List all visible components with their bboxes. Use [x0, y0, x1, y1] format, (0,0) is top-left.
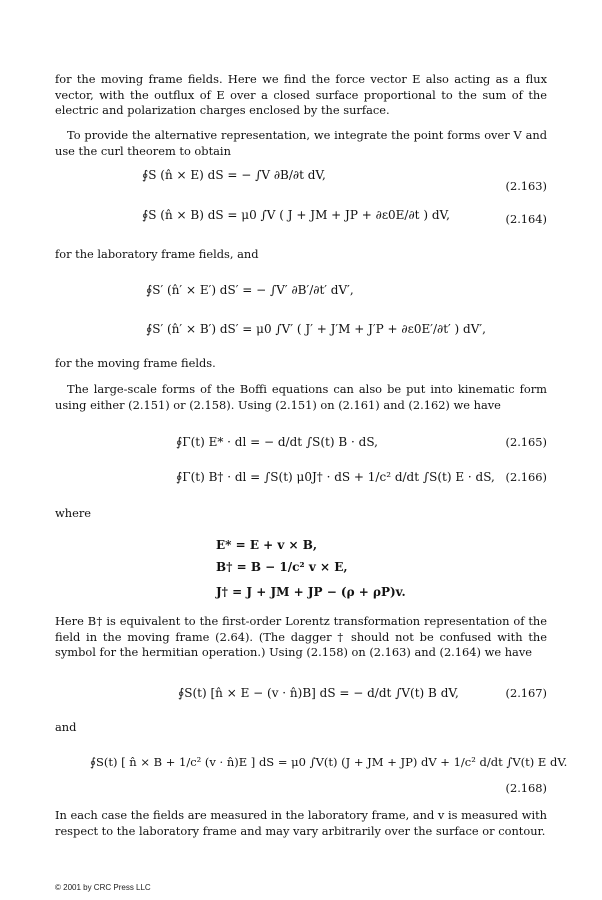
copyright-footer: © 2001 by CRC Press LLC — [55, 883, 151, 892]
equation-2-167: ∮S(t) [n̂ × E − (v · n̂)B] dS = − d/dt ∫V(t) B dV, — [178, 686, 459, 700]
equation-moving-frame-curl-e: ∮S′ (n̂′ × E′) dS′ = − ∫V′ ∂B′/∂t′ dV′, — [146, 283, 354, 297]
equation-2-164-rhs: ∫V ( J + JM + JP + ∂ε0E/∂t ) dV, — [260, 208, 450, 222]
definition-e-star: E* = E + v × B, — [216, 538, 318, 552]
definition-b-dagger: B† = B − 1/c² v × E, — [216, 560, 348, 574]
equation-2-163 — [142, 168, 326, 182]
equation-number-2-166: (2.166) — [505, 470, 547, 484]
paragraph-where: where — [55, 506, 92, 520]
equation-number-2-165: (2.165) — [505, 435, 547, 449]
equation-2-164 — [142, 208, 450, 222]
paragraph-lorentz-transformation: Here B† is equivalent to the first-order Lorentz transformation representation of the field in the moving frame (2.64). (The dagger † should not be confused with the symbol for the hermitian operation.) Using (2.158) on (2.163) and (2.164) we have — [55, 614, 547, 660]
equation-2-164-lhs: ∮S (n̂ × B) dS = μ0 — [142, 208, 257, 222]
equation-2-166: ∮Γ(t) B† · dl = ∫S(t) μ0J† · dS + 1/c² d/dt ∫S(t) E · dS, — [176, 470, 495, 484]
equation-2-163-lhs: ∮S (n̂ × E) dS = − — [142, 168, 252, 182]
paragraph-laboratory-fields: for the laboratory frame fields, and — [55, 247, 259, 261]
equation-2-163-rhs: ∫V ∂B/∂t dV, — [255, 168, 326, 182]
equation-number-2-163: (2.163) — [505, 179, 547, 193]
paragraph-moving-frame-fields: for the moving frame fields. — [55, 356, 216, 370]
paragraph-and: and — [55, 720, 77, 734]
paragraph-boffi-kinematic: The large-scale forms of the Boffi equations can also be put into kinematic form using either (2.151) or (2.158). Using (2.151) on (2.161) and (2.162) we have — [55, 382, 547, 412]
equation-number-2-167: (2.167) — [505, 686, 547, 700]
paragraph-flux-vector: for the moving frame fields. Here we find the force vector E also acting as a flux vector, with the outflux of E over a closed surface proportional to the sum of the electric and polarization charges enclosed by the surface. — [55, 72, 547, 118]
equation-number-2-164: (2.164) — [505, 212, 547, 226]
definition-j-dagger: J† = J + JM + JP − (ρ + ρP)v. — [216, 585, 406, 599]
equation-2-168: ∮S(t) [ n̂ × B + 1/c² (v · n̂)E ] dS = μ0 ∫V(t) (J + JM + JP) dV + 1/c² d/dt ∫V(t) E dV. — [90, 755, 568, 769]
equation-2-165: ∮Γ(t) E* · dl = − d/dt ∫S(t) B · dS, — [176, 435, 378, 449]
paragraph-measurement-frame: In each case the fields are measured in the laboratory frame, and v is measured with respect to the laboratory frame and may vary arbitrarily over the surface or contour. — [55, 808, 547, 838]
equation-moving-frame-curl-b: ∮S′ (n̂′ × B′) dS′ = μ0 ∫V′ ( J′ + J′M + J′P + ∂ε0E′/∂t′ ) dV′, — [146, 322, 486, 336]
equation-number-2-168: (2.168) — [505, 781, 547, 795]
paragraph-alternative-representation: To provide the alternative representation, we integrate the point forms over V and use the curl theorem to obtain — [55, 128, 547, 158]
